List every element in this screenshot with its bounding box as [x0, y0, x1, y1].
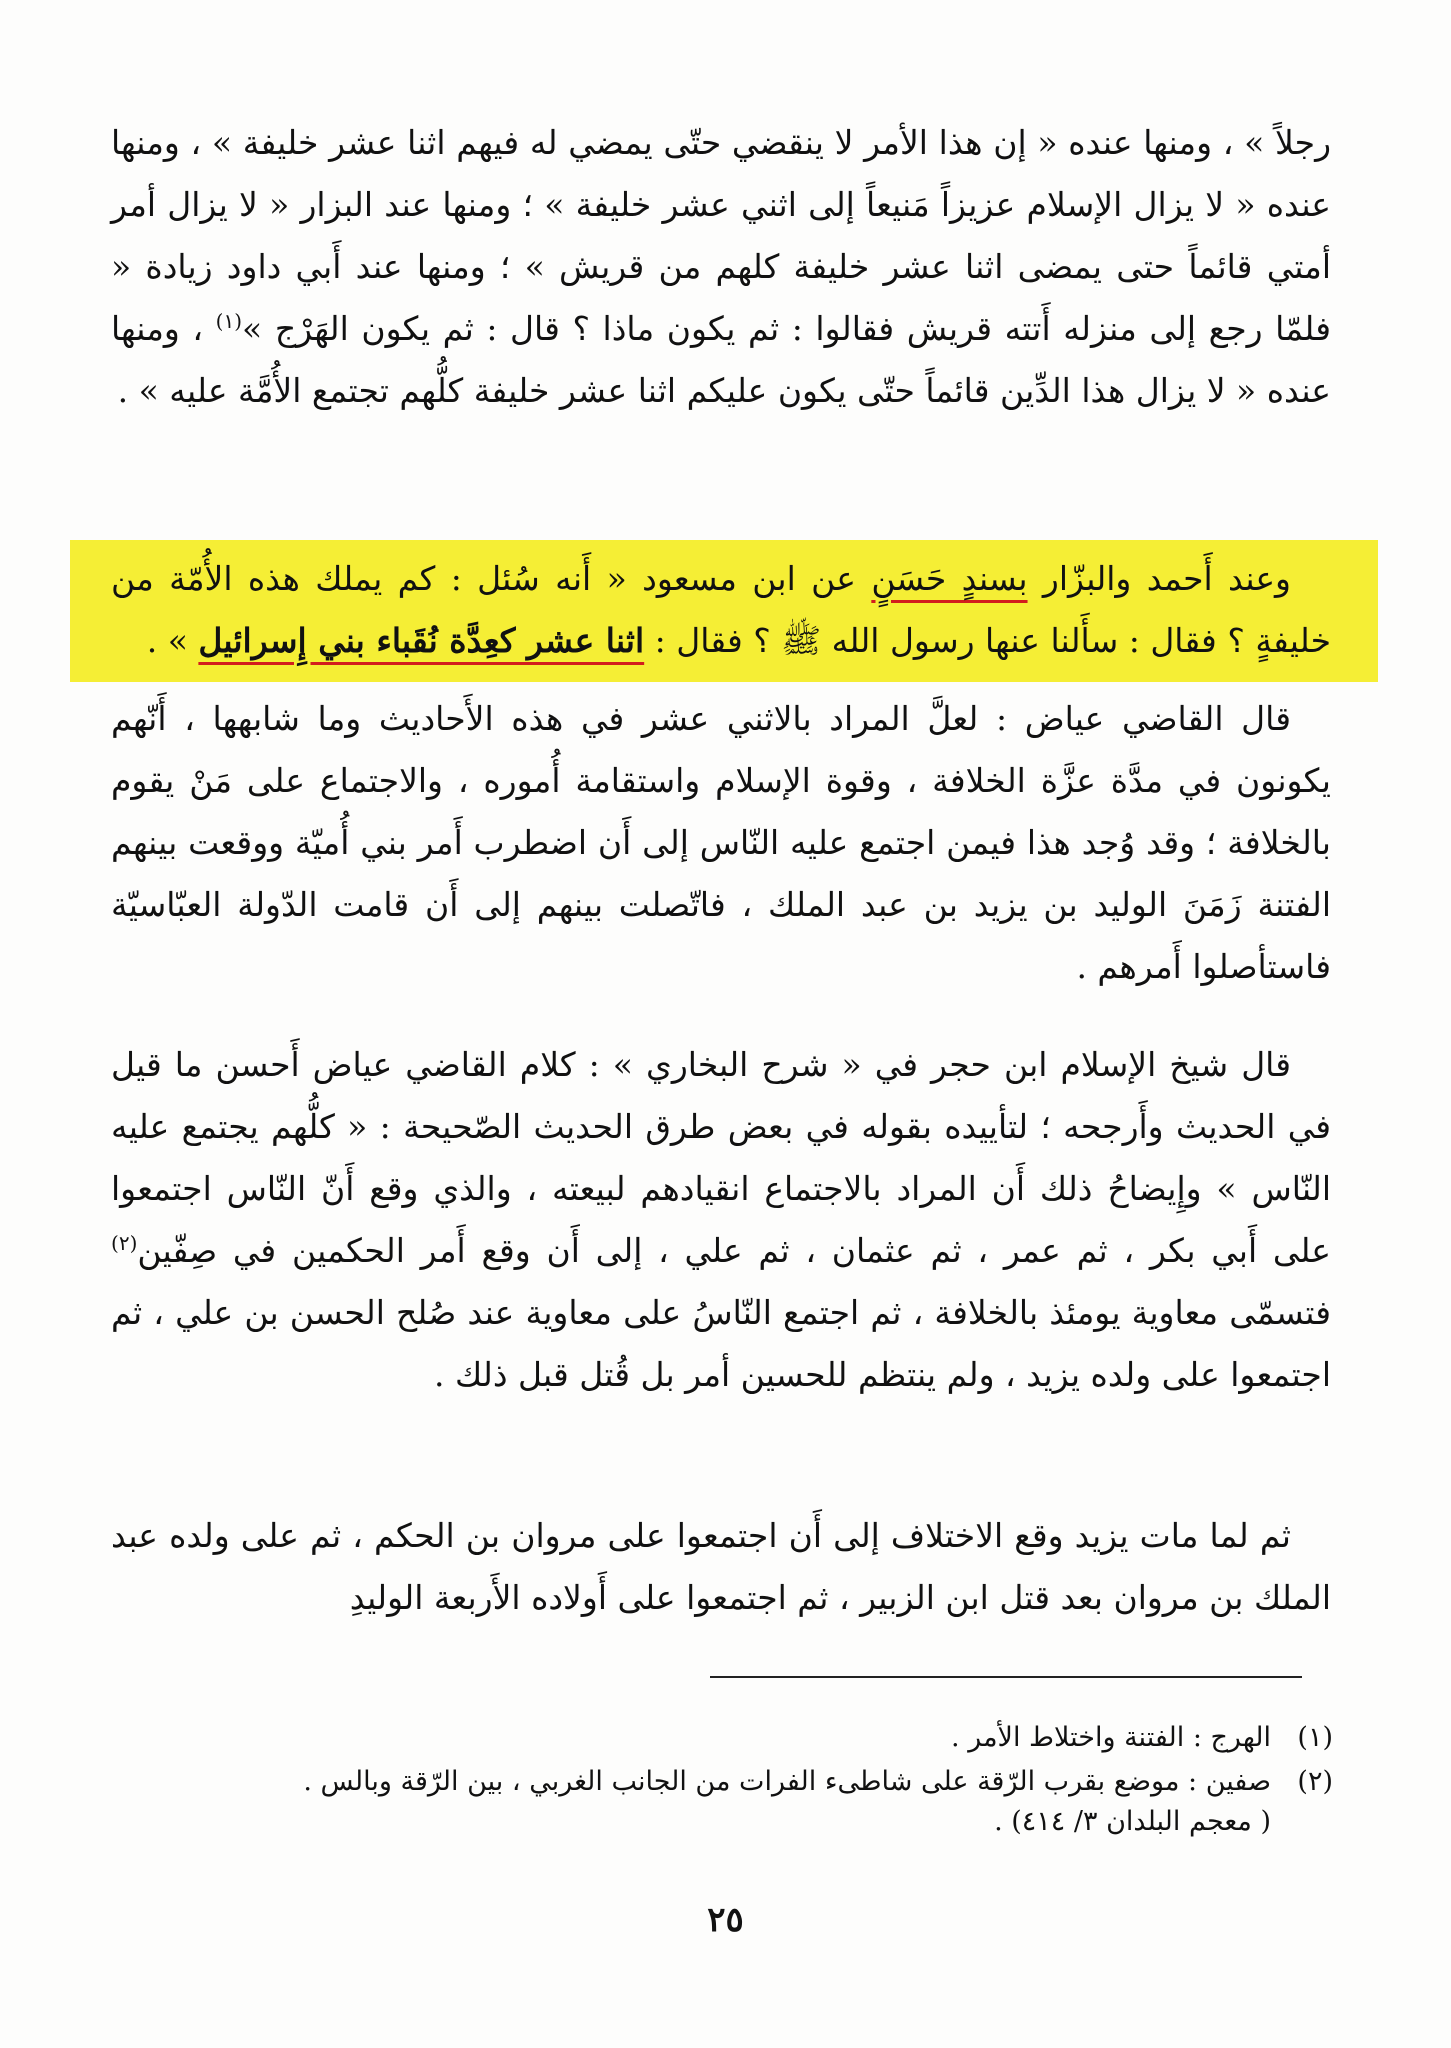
footnote-1 — [103, 1718, 1333, 1758]
footnote-1-text — [103, 1718, 1271, 1758]
footnote-2 — [103, 1762, 1333, 1842]
footnote-2-line-1: صفين : موضع بقرب الرّقة على شاطىء الفرات من الجانب الغربي ، بين الرّقة وبالس . — [303, 1766, 1271, 1797]
footnote-ref-1[interactable]: (١) — [215, 309, 243, 333]
paragraph-highlighted-ibn-masud — [111, 548, 1331, 672]
paragraph-yazid-death — [111, 1505, 1331, 1629]
paragraph-4-text: قال شيخ الإسلام ابن حجر في « شرح البخاري » : كلام القاضي عياض أَحسن ما قيل في الحديث وأَرجحه ؛ لتأييده بقوله في بعض طرق الحديث الصّحيحة : « كلُّهم يجتمع عليه النّاس » وإِيضاحُ ذلك أَن المراد بالاجتماع انقيادهم لبيعته ، والذي وقع أَنّ النّاس اجتمعوا على أَبي بكر ، ثم عمر ، ثم عثمان ، ثم علي ، إلى أَن وقع أَمر الحكمين في صِفّين — [111, 1045, 1331, 1270]
paragraph-2-end: » . — [146, 621, 188, 660]
paragraph-1-tail: ، ومنها عنده « لا يزال هذا الدِّين قائماً حتّى يكون عليكم اثنا عشر خليفة كلُّهم تجتمع الأُمَّة عليه » . — [111, 309, 1331, 410]
footnote-1-line-1: الهرج : الفتنة واختلاط الأمر . — [951, 1722, 1271, 1753]
footnote-1-number: (١) — [1297, 1722, 1333, 1753]
underlined-isnad: بسندٍ حَسَنٍ — [871, 559, 1028, 598]
footnote-2-line-2: ( معجم البلدان ٣/ ٤١٤) . — [994, 1806, 1271, 1837]
paragraph-3-text: قال القاضي عياض : لعلَّ المراد بالاثني عشر في هذه الأَحاديث وما شابهها ، أَنّهم يكونون في مدَّة عزَّة الخلافة ، وقوة الإسلام واستقامة أُموره ، والاجتماع على مَنْ يقوم بالخلافة ؛ وقد وُجد هذا فيمن اجتمع عليه النّاس إلى أَن اضطرب أَمر بني أُميّة ووقعت بينهم الفتنة زَمَنَ الوليد بن يزيد بن عبد الملك ، فاتّصلت بينهم إلى أَن قامت الدّولة العبّاسيّة فاستأصلوا أَمرهم . — [111, 699, 1331, 986]
paragraph-5-text: ثم لما مات يزيد وقع الاختلاف إلى أَن اجتمعوا على مروان بن الحكم ، ثم على ولده عبد الملك بن مروان بعد قتل ابن الزبير ، ثم اجتمعوا على أَولاده الأَربعة الوليدِ — [111, 1516, 1331, 1617]
paragraph-2-mid: عن ابن مسعود « أَنه سُئل : كم يملك هذه الأُمّة من خليفةٍ ؟ فقال : سأَلنا عنها رسول الله ﷺ ؟ فقال : — [111, 559, 1331, 660]
footnote-ref-2[interactable]: (٢) — [111, 1231, 138, 1255]
footnotes — [103, 1718, 1333, 1846]
underlined-twelve-nuqaba: اثنا عشر كعِدَّة نُقَباء بني إِسرائيل — [198, 621, 645, 660]
footnote-divider — [710, 1676, 1302, 1678]
paragraph-4-tail: فتسمّى معاوية يومئذ بالخلافة ، ثم اجتمع النّاسُ على معاوية عند صُلح الحسن بن علي ، ثم اجتمعوا على ولده يزيد ، ولم ينتظم للحسين أمر بل قُتل قبل ذلك . — [111, 1293, 1331, 1394]
page-number: ٢٥ — [707, 1900, 744, 1940]
paragraph-qadi-iyad — [111, 688, 1331, 998]
paragraph-ibn-hajar — [111, 1034, 1331, 1406]
footnote-2-number: (٢) — [1297, 1766, 1333, 1797]
footnote-2-text — [103, 1762, 1271, 1842]
paragraph-hadith-narrations — [111, 112, 1331, 422]
paragraph-2-start: وعند أَحمد والبزّار — [1042, 559, 1291, 598]
paragraph-1-text: رجلاً » ، ومنها عنده « إن هذا الأمر لا ينقضي حتّى يمضي له فيهم اثنا عشر خليفة » ، ومنها عنده « لا يزال الإسلام عزيزاً مَنيعاً إلى اثني عشر خليفة » ؛ ومنها عند البزار « لا يزال أمر أمتي قائماً حتى يمضى اثنا عشر خليفة كلهم من قريش » ؛ ومنها عند أَبي داود زيادة « فلمّا رجع إلى منزله أَتته قريش فقالوا : ثم يكون ماذا ؟ قال : ثم يكون الهَرْج » — [111, 123, 1331, 348]
